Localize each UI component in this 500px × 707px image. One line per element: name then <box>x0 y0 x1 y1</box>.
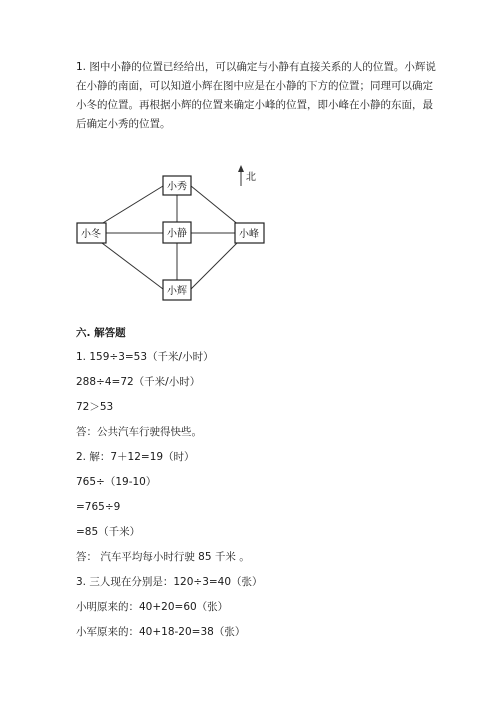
answer-line-5: 2. 解：7＋12=19（时） <box>76 451 195 463</box>
answer-line-12: 小军原来的：40+18-20=38（张） <box>76 626 246 638</box>
answer-line-2: 288÷4=72（千米/小时） <box>76 376 201 388</box>
node-label-left: 小冬 <box>81 229 101 240</box>
answer-line-10: 3. 三人现在分别是：120÷3=40（张） <box>76 576 263 588</box>
answer-line-7: =765÷9 <box>76 501 121 513</box>
node-label-top: 小秀 <box>167 181 187 193</box>
answer-line-6: 765÷（19-10） <box>76 476 157 488</box>
edge-top-left <box>98 186 163 226</box>
node-label-center: 小静 <box>167 228 187 240</box>
edge-top-right <box>191 186 240 226</box>
answer-line-1: 1. 159÷3=53（千米/小时） <box>76 351 214 363</box>
compass-label: 北 <box>246 172 256 183</box>
node-label-right: 小峰 <box>239 229 259 240</box>
answer-line-3: 72＞53 <box>76 401 114 413</box>
answer-line-4: 答：公共汽车行驶得快些。 <box>76 426 202 438</box>
node-label-bottom: 小辉 <box>167 286 187 297</box>
section-title: 六. 解答题 <box>76 327 126 339</box>
problem-intro-paragraph: 1. 图中小静的位置已经给出，可以确定与小静有直接关系的人的位置。小辉说在小静的南面，可以知道小辉在图中应是在小静的下方的位置；同理可以确定小冬的位置。再根据小辉的位置来确定小峰的位置，即小峰在小静的东面，最后确定小秀的位置。 <box>76 61 436 130</box>
answer-line-9: 答： 汽车平均每小时行驶 85 千米 。 <box>76 551 250 563</box>
answer-line-8: =85（千米） <box>76 526 141 538</box>
answer-line-11: 小明原来的：40+20=60（张） <box>76 601 229 613</box>
north-arrowhead-icon <box>238 165 244 172</box>
edge-bottom-right <box>191 240 240 289</box>
edge-bottom-left <box>98 240 163 289</box>
